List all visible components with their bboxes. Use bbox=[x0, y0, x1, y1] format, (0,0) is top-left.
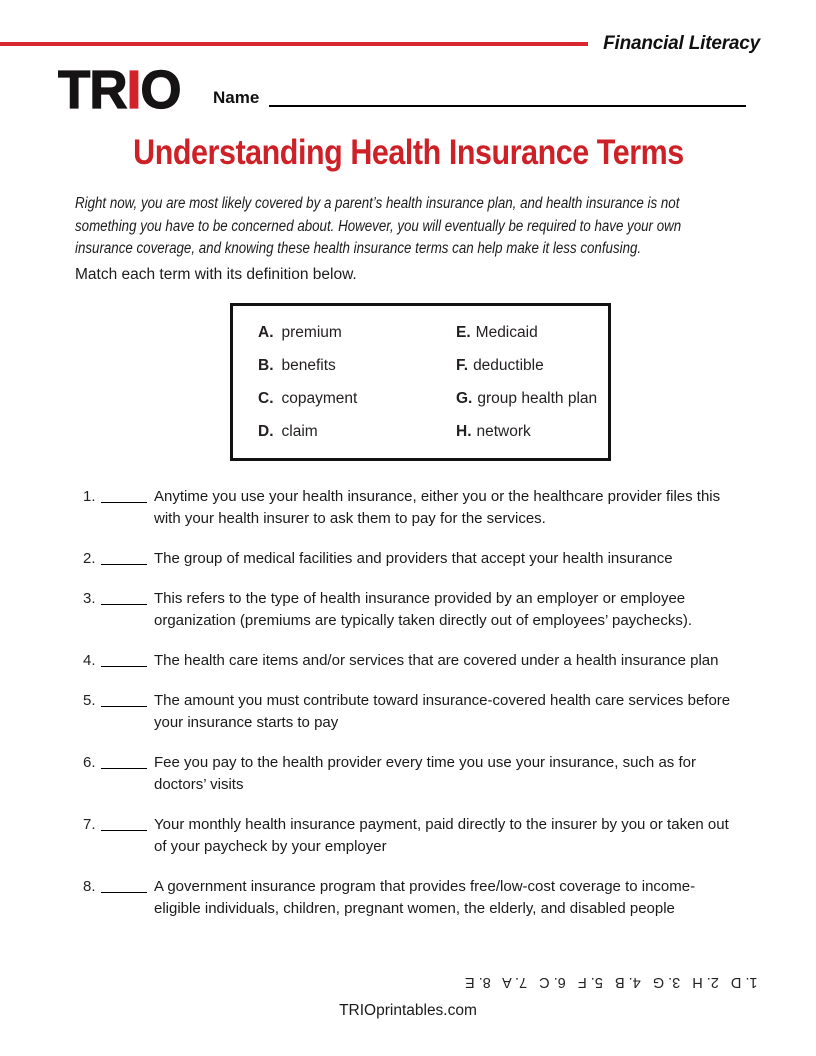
term-item-e bbox=[456, 316, 608, 349]
category-label: Financial Literacy bbox=[603, 33, 760, 54]
term-label: copayment bbox=[281, 389, 358, 407]
question-number: 2. bbox=[83, 550, 96, 567]
instructions-text: Match each term with its definition below. bbox=[75, 266, 357, 283]
term-item-c bbox=[258, 382, 456, 415]
answer-blank-3[interactable] bbox=[101, 588, 147, 605]
term-label: network bbox=[476, 422, 531, 440]
answer-blank-5[interactable] bbox=[101, 690, 147, 707]
page-header bbox=[0, 33, 760, 55]
question-text: The amount you must contribute toward insurance-covered health care services before your insurance starts to pay bbox=[154, 692, 731, 731]
question-item-1 bbox=[83, 486, 745, 530]
term-letter: H. bbox=[456, 422, 472, 440]
question-number: 6. bbox=[83, 754, 96, 771]
term-item-f bbox=[456, 349, 608, 382]
question-text: The health care items and/or services that are covered under a health insurance plan bbox=[154, 652, 719, 669]
term-letter: B. bbox=[258, 356, 274, 374]
term-letter: F. bbox=[456, 356, 469, 374]
answer-blank-4[interactable] bbox=[101, 650, 147, 667]
question-number: 7. bbox=[83, 816, 96, 833]
term-item-g bbox=[456, 382, 608, 415]
footer-site-text: TRIOprintables.com bbox=[339, 1002, 477, 1019]
question-list bbox=[83, 486, 745, 938]
question-item-5 bbox=[83, 690, 745, 734]
term-item-d bbox=[258, 415, 456, 448]
question-number: 5. bbox=[83, 692, 96, 709]
question-text: Anytime you use your health insurance, either you or the healthcare provider files this with your health insurer to ask them to pay for the services. bbox=[154, 488, 721, 527]
term-label: claim bbox=[281, 422, 318, 440]
question-text: This refers to the type of health insurance provided by an employer or employee organization (premiums are typically taken directly out of employees’ paychecks). bbox=[154, 590, 693, 629]
question-item-2 bbox=[83, 548, 745, 570]
logo-part-o: O bbox=[140, 59, 181, 120]
term-label: premium bbox=[281, 323, 342, 341]
term-letter: E. bbox=[456, 323, 471, 341]
term-label: deductible bbox=[473, 356, 544, 374]
term-letter: D. bbox=[258, 422, 274, 440]
term-letter: A. bbox=[258, 323, 274, 341]
answer-key-upside-down: 1. D 2. H 3. G 4. B 5. F 6. C 7. A 8. E bbox=[465, 974, 758, 990]
term-label: group health plan bbox=[477, 389, 598, 407]
name-input-line[interactable] bbox=[269, 89, 746, 107]
logo-name-row bbox=[58, 59, 746, 120]
question-number: 4. bbox=[83, 652, 96, 669]
trio-logo bbox=[58, 59, 181, 120]
name-row bbox=[213, 88, 746, 108]
answer-blank-7[interactable] bbox=[101, 814, 147, 831]
question-item-3 bbox=[83, 588, 745, 632]
question-item-4 bbox=[83, 650, 745, 672]
title-wrap bbox=[0, 133, 816, 173]
logo-part-tr: TR bbox=[58, 59, 127, 120]
term-label: benefits bbox=[281, 356, 336, 374]
term-label: Medicaid bbox=[475, 323, 538, 341]
term-bank-box bbox=[230, 303, 611, 461]
question-text: The group of medical facilities and providers that accept your health insurance bbox=[154, 550, 673, 567]
term-bank-grid bbox=[233, 306, 608, 448]
term-item-a bbox=[258, 316, 456, 349]
question-text: A government insurance program that provides free/low-cost coverage to income-eligible individuals, children, pregnant women, the elderly, and disabled people bbox=[154, 878, 696, 917]
question-number: 3. bbox=[83, 590, 96, 607]
question-item-7 bbox=[83, 814, 745, 858]
header-rule bbox=[0, 42, 588, 46]
answer-blank-2[interactable] bbox=[101, 548, 147, 565]
term-letter: C. bbox=[258, 389, 274, 407]
term-letter: G. bbox=[456, 389, 473, 407]
page-footer bbox=[0, 1002, 816, 1020]
name-label: Name bbox=[213, 88, 260, 107]
question-number: 1. bbox=[83, 488, 96, 505]
intro-wrap bbox=[75, 193, 816, 261]
logo-part-i: I bbox=[126, 59, 141, 120]
question-text: Your monthly health insurance payment, paid directly to the insurer by you or taken out of your paycheck by your employer bbox=[154, 816, 729, 855]
answer-blank-1[interactable] bbox=[101, 486, 147, 503]
question-item-6 bbox=[83, 752, 745, 796]
page-title: Understanding Health Insurance Terms bbox=[132, 133, 684, 172]
question-text: Fee you pay to the health provider every time you use your insurance, such as for doctors’ visits bbox=[154, 754, 696, 793]
answer-blank-8[interactable] bbox=[101, 876, 147, 893]
question-number: 8. bbox=[83, 878, 96, 895]
question-item-8 bbox=[83, 876, 745, 920]
term-item-b bbox=[258, 349, 456, 382]
answer-blank-6[interactable] bbox=[101, 752, 147, 769]
intro-paragraph: Right now, you are most likely covered by a parent’s health insurance plan, and health insurance is not something you have to be concerned about. However, you will eventually be required to have your own insurance coverage, and knowing these health insurance terms can help make it less confusing. bbox=[75, 195, 682, 257]
term-item-h bbox=[456, 415, 608, 448]
